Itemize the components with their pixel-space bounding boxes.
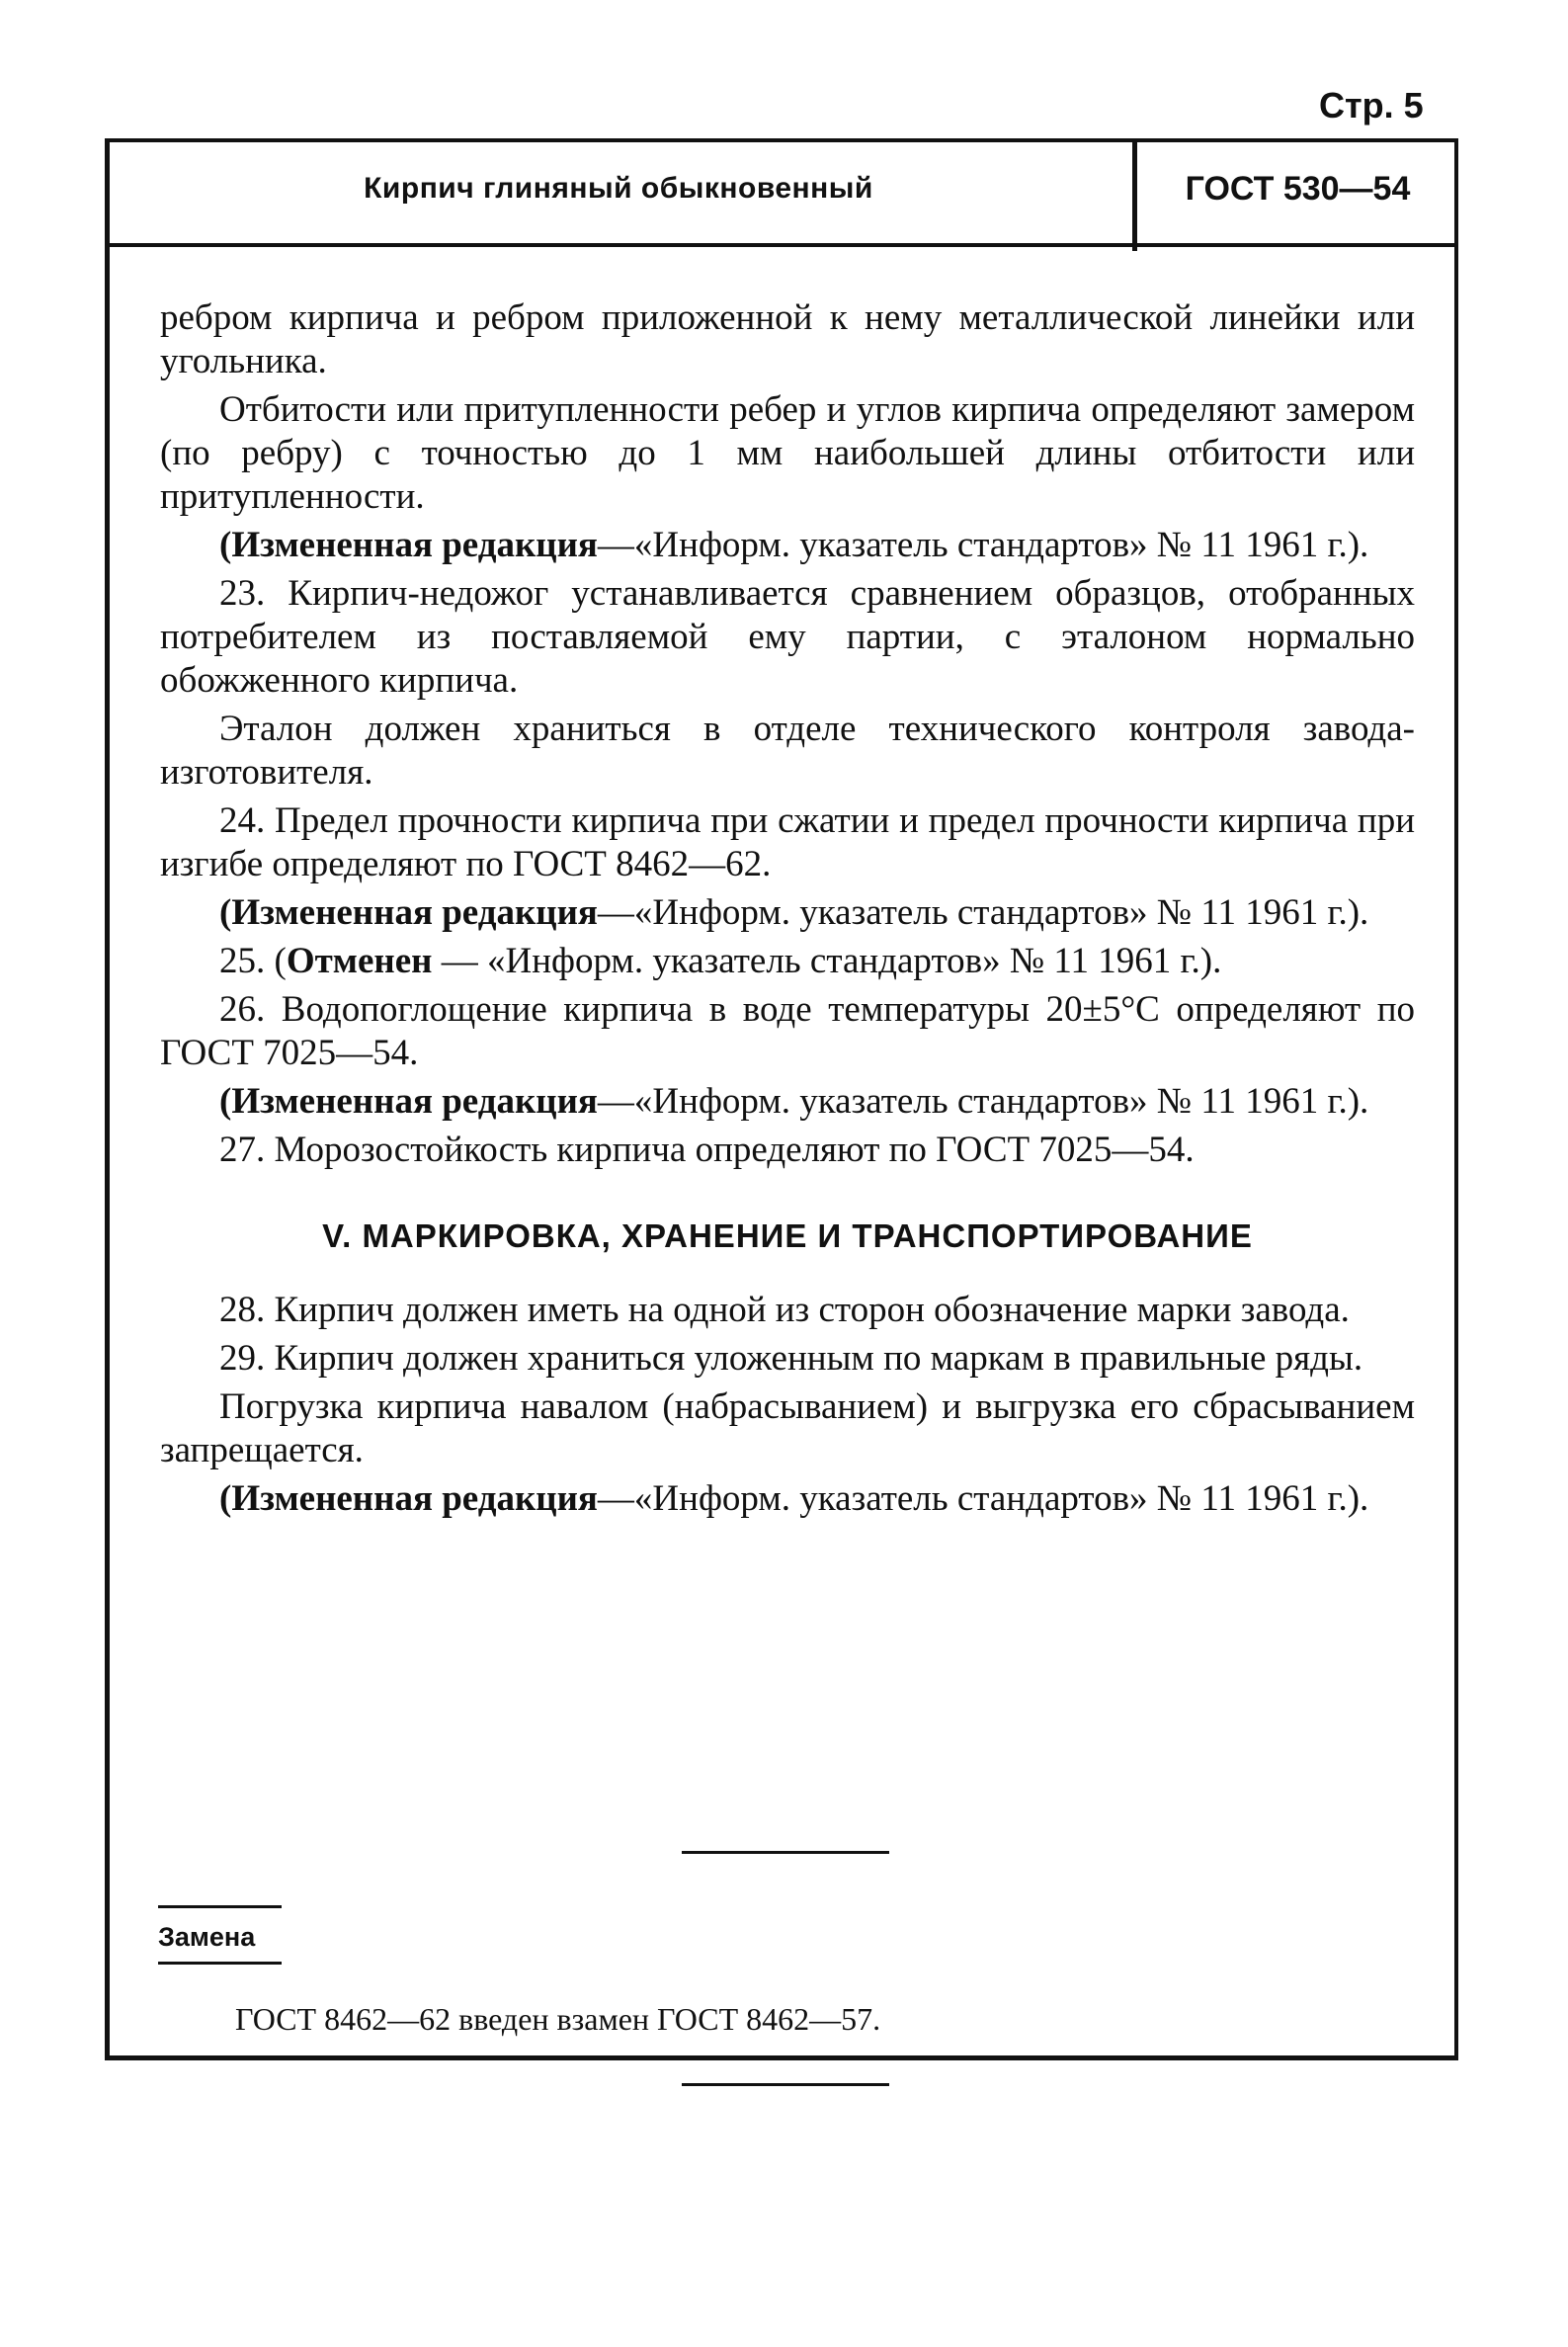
paragraph: Отбитости или притупленности ребер и углов кирпича определяют замером (по ребру) с точностью до 1 мм наибольшей длины отбитости или притупленности. bbox=[160, 389, 1415, 517]
paragraph: Эталон должен храниться в отделе технического контроля завода-изготовителя. bbox=[160, 709, 1415, 793]
gost-number: ГОСТ 530—54 bbox=[1185, 170, 1411, 208]
paragraph: 23. Кирпич-недожог устанавливается сравнением образцов, отобранных потребителем из поставляемой ему партии, с эталоном нормально обожженного кирпича. bbox=[160, 573, 1415, 701]
clause-number: 25. ( bbox=[219, 941, 287, 981]
amendment-label: (Измененная редакция bbox=[219, 525, 598, 565]
document-body bbox=[160, 296, 1415, 1526]
paragraph bbox=[160, 940, 1415, 983]
separator-line bbox=[158, 1905, 282, 1908]
section-heading: V. МАРКИРОВКА, ХРАНЕНИЕ И ТРАНСПОРТИРОВАНИЕ bbox=[322, 1217, 1253, 1254]
separator-line bbox=[682, 2083, 889, 2086]
cancelled-text: — «Информ. указатель стандартов» № 11 1961 г.). bbox=[432, 941, 1222, 981]
amendment-text: —«Информ. указатель стандартов» № 11 1961 г.). bbox=[597, 1081, 1369, 1122]
replacement-heading: Замена bbox=[158, 1922, 256, 1952]
amendment-text: —«Информ. указатель стандартов» № 11 1961 г.). bbox=[597, 1478, 1369, 1519]
paragraph: 27. Морозостойкость кирпича определяют по ГОСТ 7025—54. bbox=[219, 1130, 1195, 1170]
amendment-label: (Измененная редакция bbox=[219, 1081, 598, 1122]
separator-line bbox=[158, 1962, 282, 1965]
amendment-label: (Измененная редакция bbox=[219, 892, 598, 933]
page-number: Стр. 5 bbox=[1319, 85, 1424, 126]
amendment-note bbox=[160, 524, 1415, 567]
paragraph: 24. Предел прочности кирпича при сжатии и предел прочности кирпича при изгибе определяют по ГОСТ 8462—62. bbox=[160, 800, 1415, 884]
paragraph: 29. Кирпич должен храниться уложенным по маркам в правильные ряды. bbox=[219, 1338, 1363, 1379]
document-header bbox=[105, 138, 1458, 247]
paragraph: 28. Кирпич должен иметь на одной из сторон обозначение марки завода. bbox=[219, 1290, 1350, 1330]
paragraph: 26. Водопоглощение кирпича в воде температуры 20±5°С определяют по ГОСТ 7025—54. bbox=[160, 989, 1415, 1073]
cancelled-label: Отменен bbox=[286, 941, 433, 981]
amendment-note bbox=[160, 1080, 1415, 1124]
amendment-label: (Измененная редакция bbox=[219, 1478, 598, 1519]
paragraph: Погрузка кирпича навалом (набрасыванием) и выгрузка его сбрасыванием запрещается. bbox=[160, 1386, 1415, 1470]
amendment-note bbox=[160, 1477, 1415, 1521]
replacement-note: ГОСТ 8462—62 введен взамен ГОСТ 8462—57. bbox=[235, 2001, 881, 2037]
separator-line bbox=[682, 1851, 889, 1854]
amendment-text: —«Информ. указатель стандартов» № 11 1961 г.). bbox=[597, 525, 1369, 565]
paragraph: ребром кирпича и ребром приложенной к нему металлической линейки или угольника. bbox=[160, 297, 1415, 381]
document-title: Кирпич глиняный обыкновенный bbox=[364, 172, 873, 205]
amendment-note bbox=[160, 891, 1415, 935]
amendment-text: —«Информ. указатель стандартов» № 11 1961 г.). bbox=[597, 892, 1369, 933]
